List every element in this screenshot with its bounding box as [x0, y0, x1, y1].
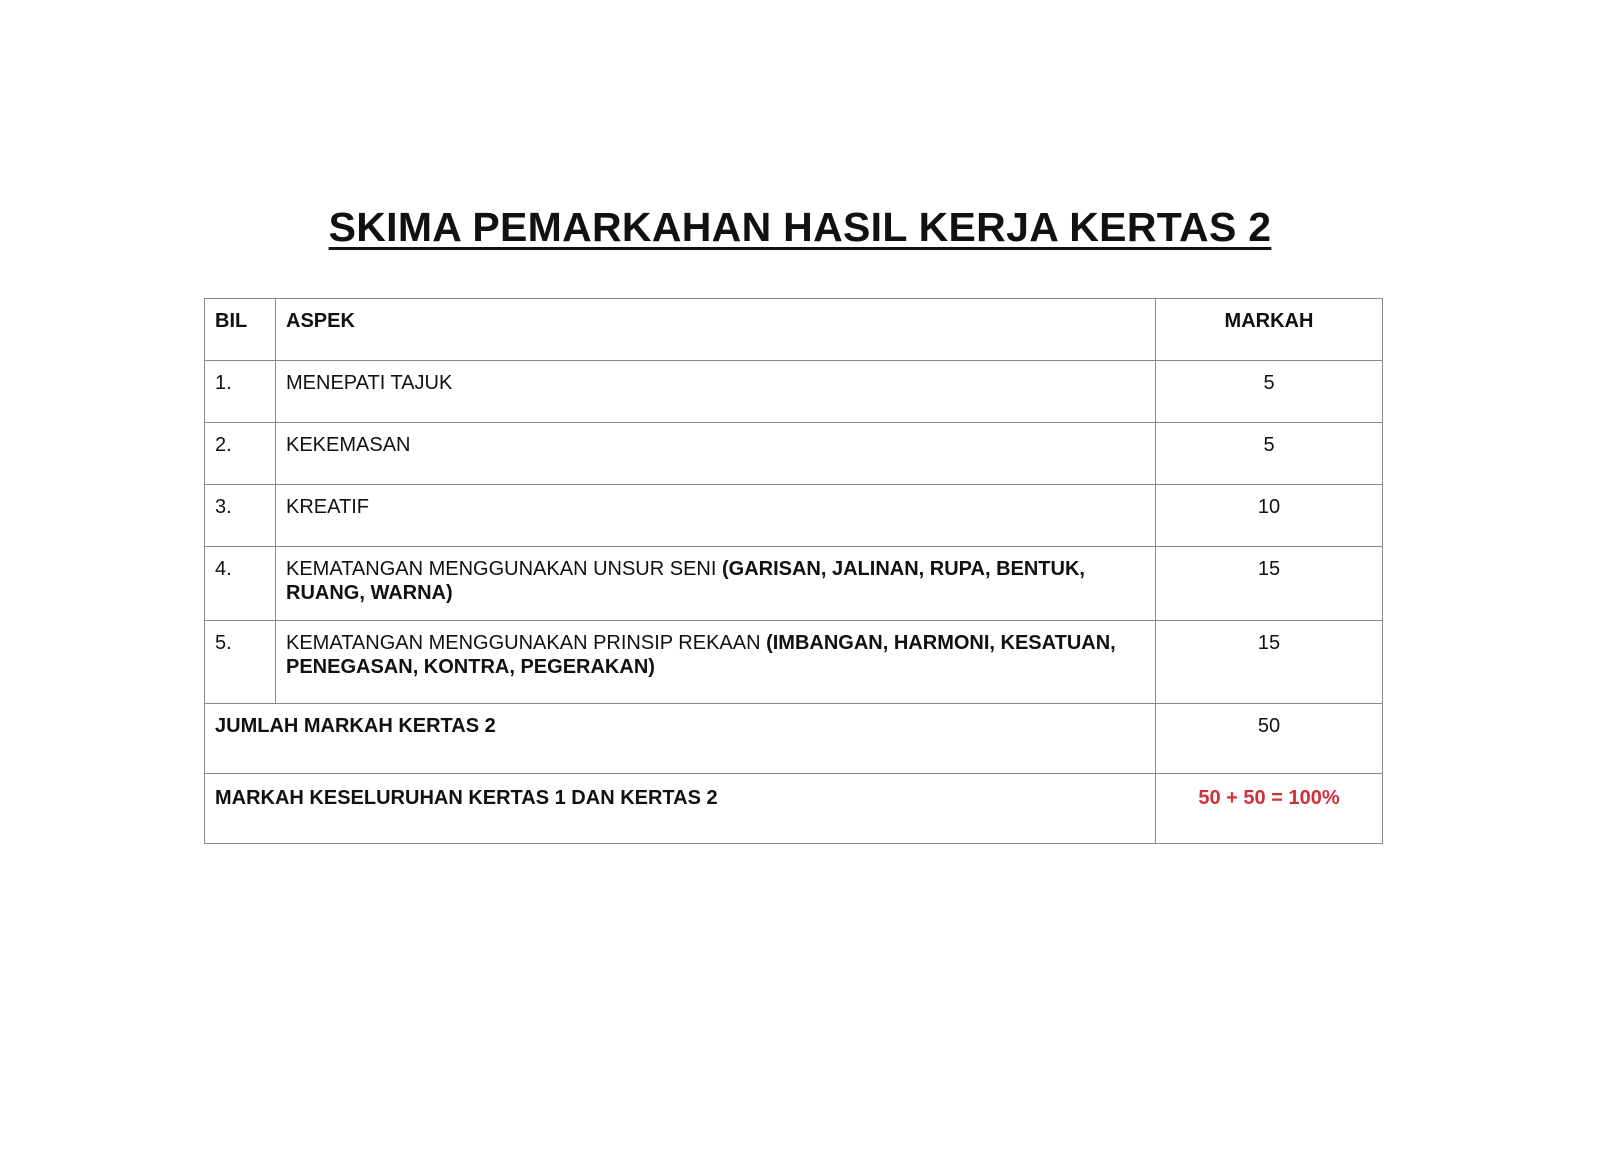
row-bil: 5. — [205, 621, 276, 704]
sum-label: JUMLAH MARKAH KERTAS 2 — [205, 704, 1156, 774]
row-bil: 4. — [205, 547, 276, 621]
row-aspek — [276, 547, 1156, 621]
header-aspek: ASPEK — [276, 299, 1156, 361]
total-label: MARKAH KESELURUHAN KERTAS 1 DAN KERTAS 2 — [205, 774, 1156, 844]
sum-value: 50 — [1156, 704, 1383, 774]
row-aspek — [276, 361, 1156, 423]
total-value: 50 + 50 = 100% — [1156, 774, 1383, 844]
table-row — [205, 423, 1383, 485]
table-row — [205, 621, 1383, 704]
document-title: SKIMA PEMARKAHAN HASIL KERJA KERTAS 2 — [328, 204, 1272, 250]
total-row — [205, 774, 1383, 844]
row-aspek-text: KEMATANGAN MENGGUNAKAN UNSUR SENI — [286, 558, 722, 580]
row-aspek-text: KREATIF — [286, 496, 369, 518]
row-markah: 5 — [1156, 423, 1383, 485]
row-aspek-detail: (GARISAN, JALINAN, RUPA, BENTUK, RUANG, WARNA) — [286, 558, 1085, 604]
row-aspek-detail: (IMBANGAN, HARMONI, KESATUAN, PENEGASAN, KONTRA, PEGERAKAN) — [286, 632, 1116, 678]
sum-row — [205, 704, 1383, 774]
table-row — [205, 485, 1383, 547]
table-row — [205, 361, 1383, 423]
row-markah: 15 — [1156, 621, 1383, 704]
row-aspek — [276, 621, 1156, 704]
row-aspek-text: KEKEMASAN — [286, 434, 411, 456]
row-bil: 1. — [205, 361, 276, 423]
header-markah: MARKAH — [1156, 299, 1383, 361]
row-aspek-text: MENEPATI TAJUK — [286, 372, 453, 394]
table-header-row — [205, 299, 1383, 361]
row-aspek-text: KEMATANGAN MENGGUNAKAN PRINSIP REKAAN — [286, 632, 767, 654]
row-bil: 3. — [205, 485, 276, 547]
header-bil: BIL — [205, 299, 276, 361]
row-aspek — [276, 423, 1156, 485]
row-bil: 2. — [205, 423, 276, 485]
marking-scheme-table — [204, 298, 1383, 844]
row-markah: 15 — [1156, 547, 1383, 621]
row-markah: 5 — [1156, 361, 1383, 423]
row-markah: 10 — [1156, 485, 1383, 547]
table-row — [205, 547, 1383, 621]
row-aspek — [276, 485, 1156, 547]
